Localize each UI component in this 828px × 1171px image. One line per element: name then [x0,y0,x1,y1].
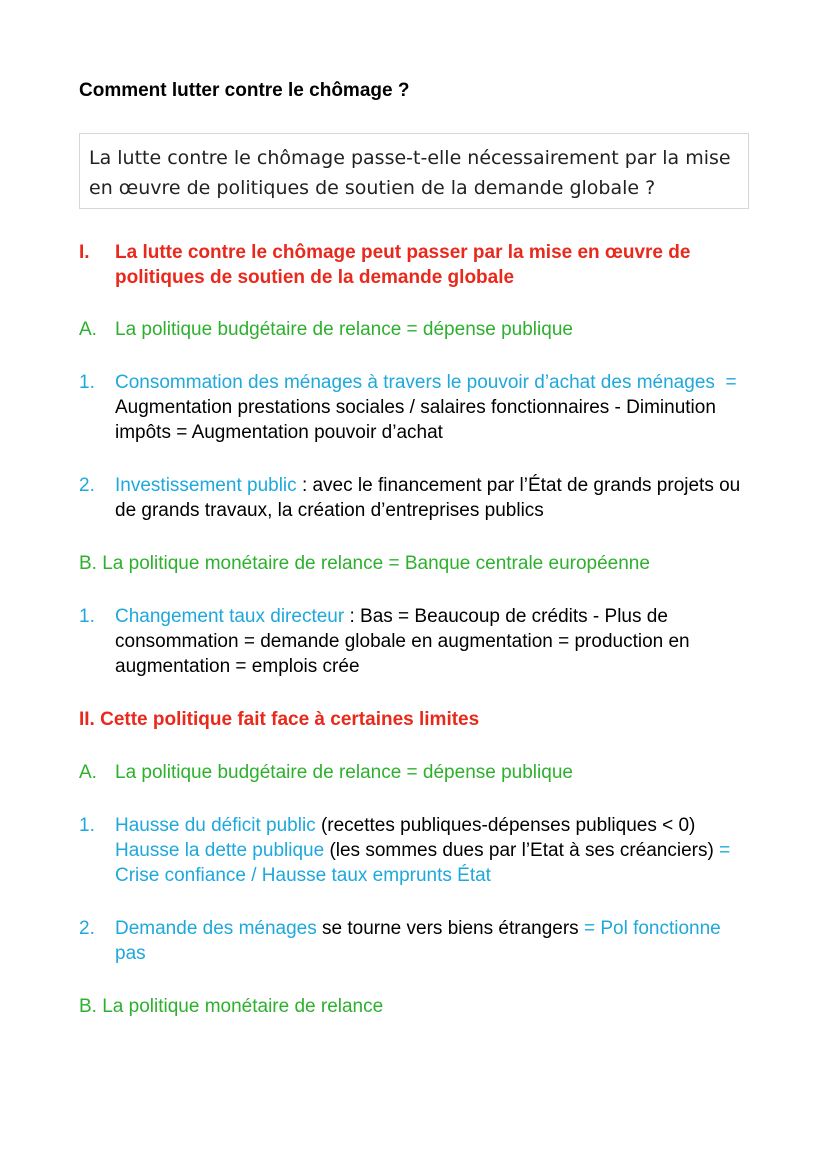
part1-a-item2 [79,473,755,523]
part1-a-item1-eq: = [725,372,737,393]
part2-section-a [79,760,755,785]
part1-heading [79,240,755,290]
part2-a-item2-key: Demande des ménages [115,918,317,939]
part2-a-text: La politique budgétaire de relance = dépense publique [115,762,573,783]
part1-b-item1-key: Changement taux directeur [115,606,345,627]
part1-b-item1 [79,604,755,679]
part2-a-item1-key3: = Crise confiance / Hausse taux emprunts État [115,840,731,886]
part1-a-item2-rest: : avec le financement par l’État de grands projets ou de grands travaux, la création d’entreprises publics [115,475,741,521]
part1-a-text: La politique budgétaire de relance = dépense publique [115,319,573,340]
part1-section-b: B. La politique monétaire de relance = Banque centrale européenne [79,553,650,574]
part2-heading: II. Cette politique fait face à certaines limites [79,709,480,730]
part1-a-item1-key: Consommation des ménages à travers le pouvoir d’achat des ménages [115,372,715,393]
part2-section-b: B. La politique monétaire de relance [79,996,384,1017]
part2-a-item2-rest: se tourne vers biens étrangers [322,918,579,939]
part2-a-item1-marker: 1. [79,815,95,836]
part1-marker: I. [79,242,90,263]
problematic-box: La lutte contre le chômage passe-t-elle nécessairement par la mise en œuvre de politiques de soutien de la demande globale ? [79,133,749,209]
part1-a-item1 [79,370,755,445]
part1-heading-text: La lutte contre le chômage peut passer par la mise en œuvre de politiques de soutien de la demande globale [115,242,691,288]
part2-a-item2 [79,916,755,966]
part1-b-item1-marker: 1. [79,606,95,627]
part1-a-item2-key: Investissement public [115,475,297,496]
part2-a-marker: A. [79,762,97,783]
part2-a-item1-key2: Hausse la dette publique [115,840,325,861]
part2-a-item2-key2: = Pol fonctionne pas [115,918,721,964]
part2-a-item1-rest2: (les sommes dues par l’Etat à ses créanciers) [329,840,714,861]
part2-a-item2-marker: 2. [79,918,95,939]
part2-a-item1-key1: Hausse du déficit public [115,815,316,836]
part1-a-item2-marker: 2. [79,475,95,496]
part1-a-item1-rest: Augmentation prestations sociales / salaires fonctionnaires - Diminution impôts = Augmentation pouvoir d’achat [115,397,716,443]
part1-a-marker: A. [79,319,97,340]
page-title: Comment lutter contre le chômage ? [79,80,410,101]
part1-b-item1-rest: : Bas = Beaucoup de crédits - Plus de consommation = demande globale en augmentation = production en augmentation = emplois crée [115,606,690,677]
part2-a-item1-rest1: (recettes publiques-dépenses publiques < 0) [320,815,696,836]
part2-a-item1 [79,813,755,888]
part1-section-a [79,317,755,342]
part1-a-item1-marker: 1. [79,372,95,393]
